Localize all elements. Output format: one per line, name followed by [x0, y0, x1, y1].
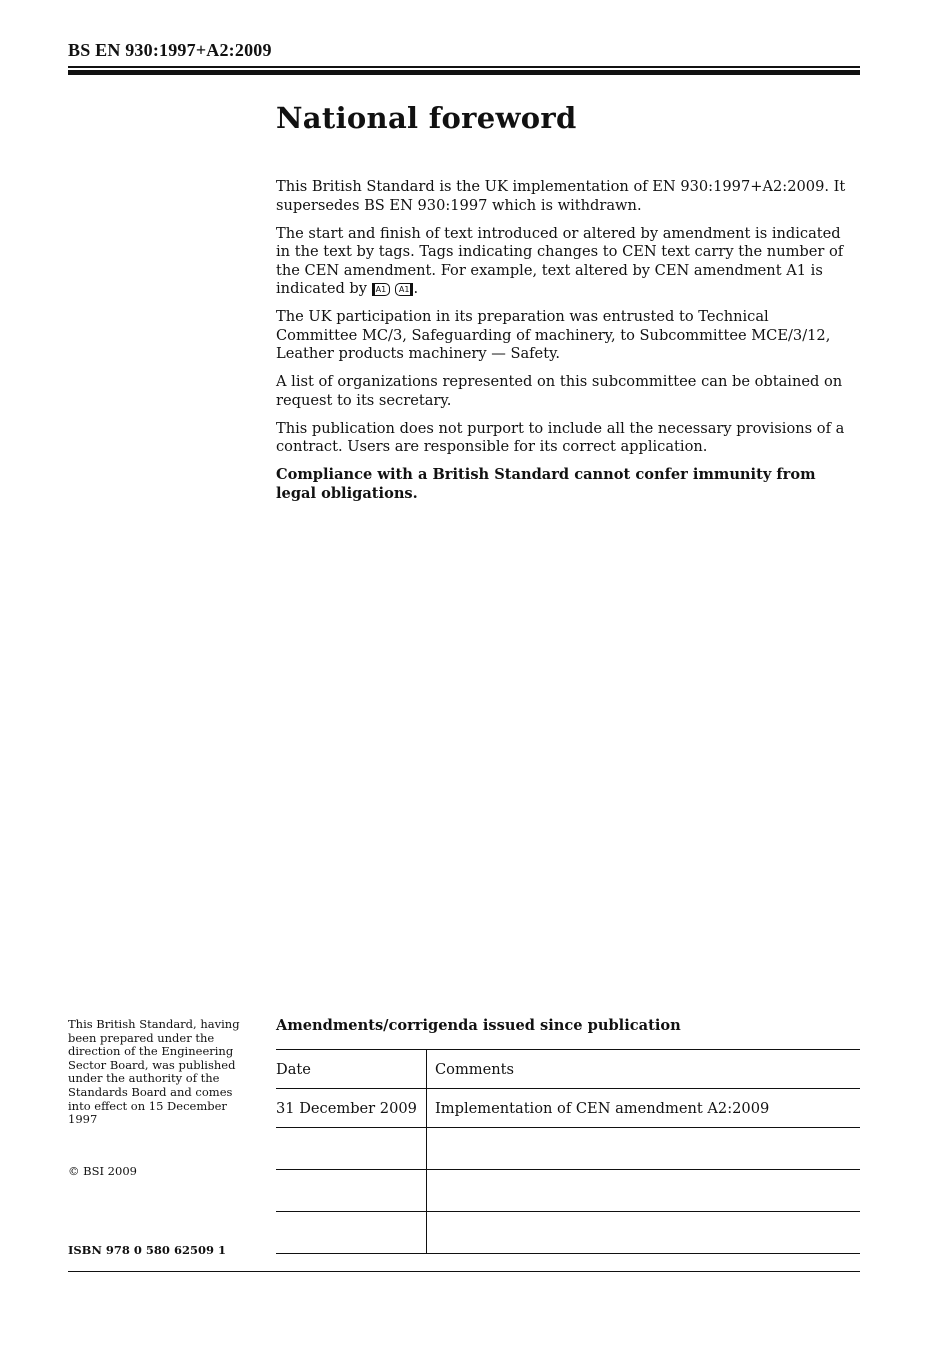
header-comments: Comments — [427, 1050, 861, 1089]
cell-date: 31 December 2009 — [276, 1089, 427, 1128]
publication-note: This British Standard, having been prepared under the direction of the Engineering Sector Board, was published under the authority of the Standards Board and comes into effect on 15 December 1997 — [68, 1017, 240, 1127]
header-rule-thick — [68, 70, 860, 75]
header-date: Date — [276, 1050, 427, 1089]
header-rule-thin — [68, 66, 860, 68]
table-row-empty — [276, 1212, 860, 1254]
cell-date-empty — [276, 1212, 427, 1254]
paragraph-amendment-tags — [276, 225, 851, 299]
cell-date-empty — [276, 1170, 427, 1212]
cell-comments-empty — [427, 1170, 861, 1212]
paragraph-implementation: This British Standard is the UK implementation of EN 930:1997+A2:2009. It supersedes BS EN 930:1997 which is withdrawn. — [276, 178, 846, 214]
table-row-empty — [276, 1170, 860, 1212]
foreword-body — [276, 178, 851, 513]
document-code: BS EN 930:1997+A2:2009 — [68, 40, 272, 60]
paragraph-compliance: Compliance with a British Standard cannot confer immunity from legal obligations. — [276, 466, 816, 502]
paragraph-amendment-end: . — [413, 280, 419, 297]
paragraph-participation: The UK participation in its preparation was entrusted to Technical Committee MC/3, Safeguarding of machinery, to Subcommittee MCE/3/12, Leather products machinery — Safety. — [276, 308, 831, 362]
amendments-title: Amendments/corrigenda issued since publication — [276, 1017, 681, 1034]
paragraph-organizations: A list of organizations represented on this subcommittee can be obtained on request to its secretary. — [276, 373, 843, 409]
amendments-table — [276, 1049, 860, 1254]
cell-date-empty — [276, 1128, 427, 1170]
amendment-close-tag-icon: A1 — [395, 283, 414, 296]
footer-rule — [68, 1271, 860, 1272]
isbn: ISBN 978 0 580 62509 1 — [68, 1243, 226, 1257]
table-row — [276, 1089, 860, 1128]
amendment-open-tag-icon: A1 — [372, 283, 391, 296]
cell-comments-empty — [427, 1212, 861, 1254]
page-title: National foreword — [276, 101, 577, 135]
paragraph-provisions: This publication does not purport to include all the necessary provisions of a contract. Users are responsible for its correct application. — [276, 419, 845, 455]
cell-comments-empty — [427, 1128, 861, 1170]
table-row-empty — [276, 1128, 860, 1170]
cell-comments: Implementation of CEN amendment A2:2009 — [427, 1089, 861, 1128]
table-header-row — [276, 1050, 860, 1089]
paragraph-amendment-text: The start and finish of text introduced or altered by amendment is indicated in the text by tags. Tags indicating changes to CEN text carry the number of the CEN amendment. For example, text altered by CEN amendment A1 is indicated by — [276, 224, 844, 297]
copyright: © BSI 2009 — [68, 1164, 137, 1178]
